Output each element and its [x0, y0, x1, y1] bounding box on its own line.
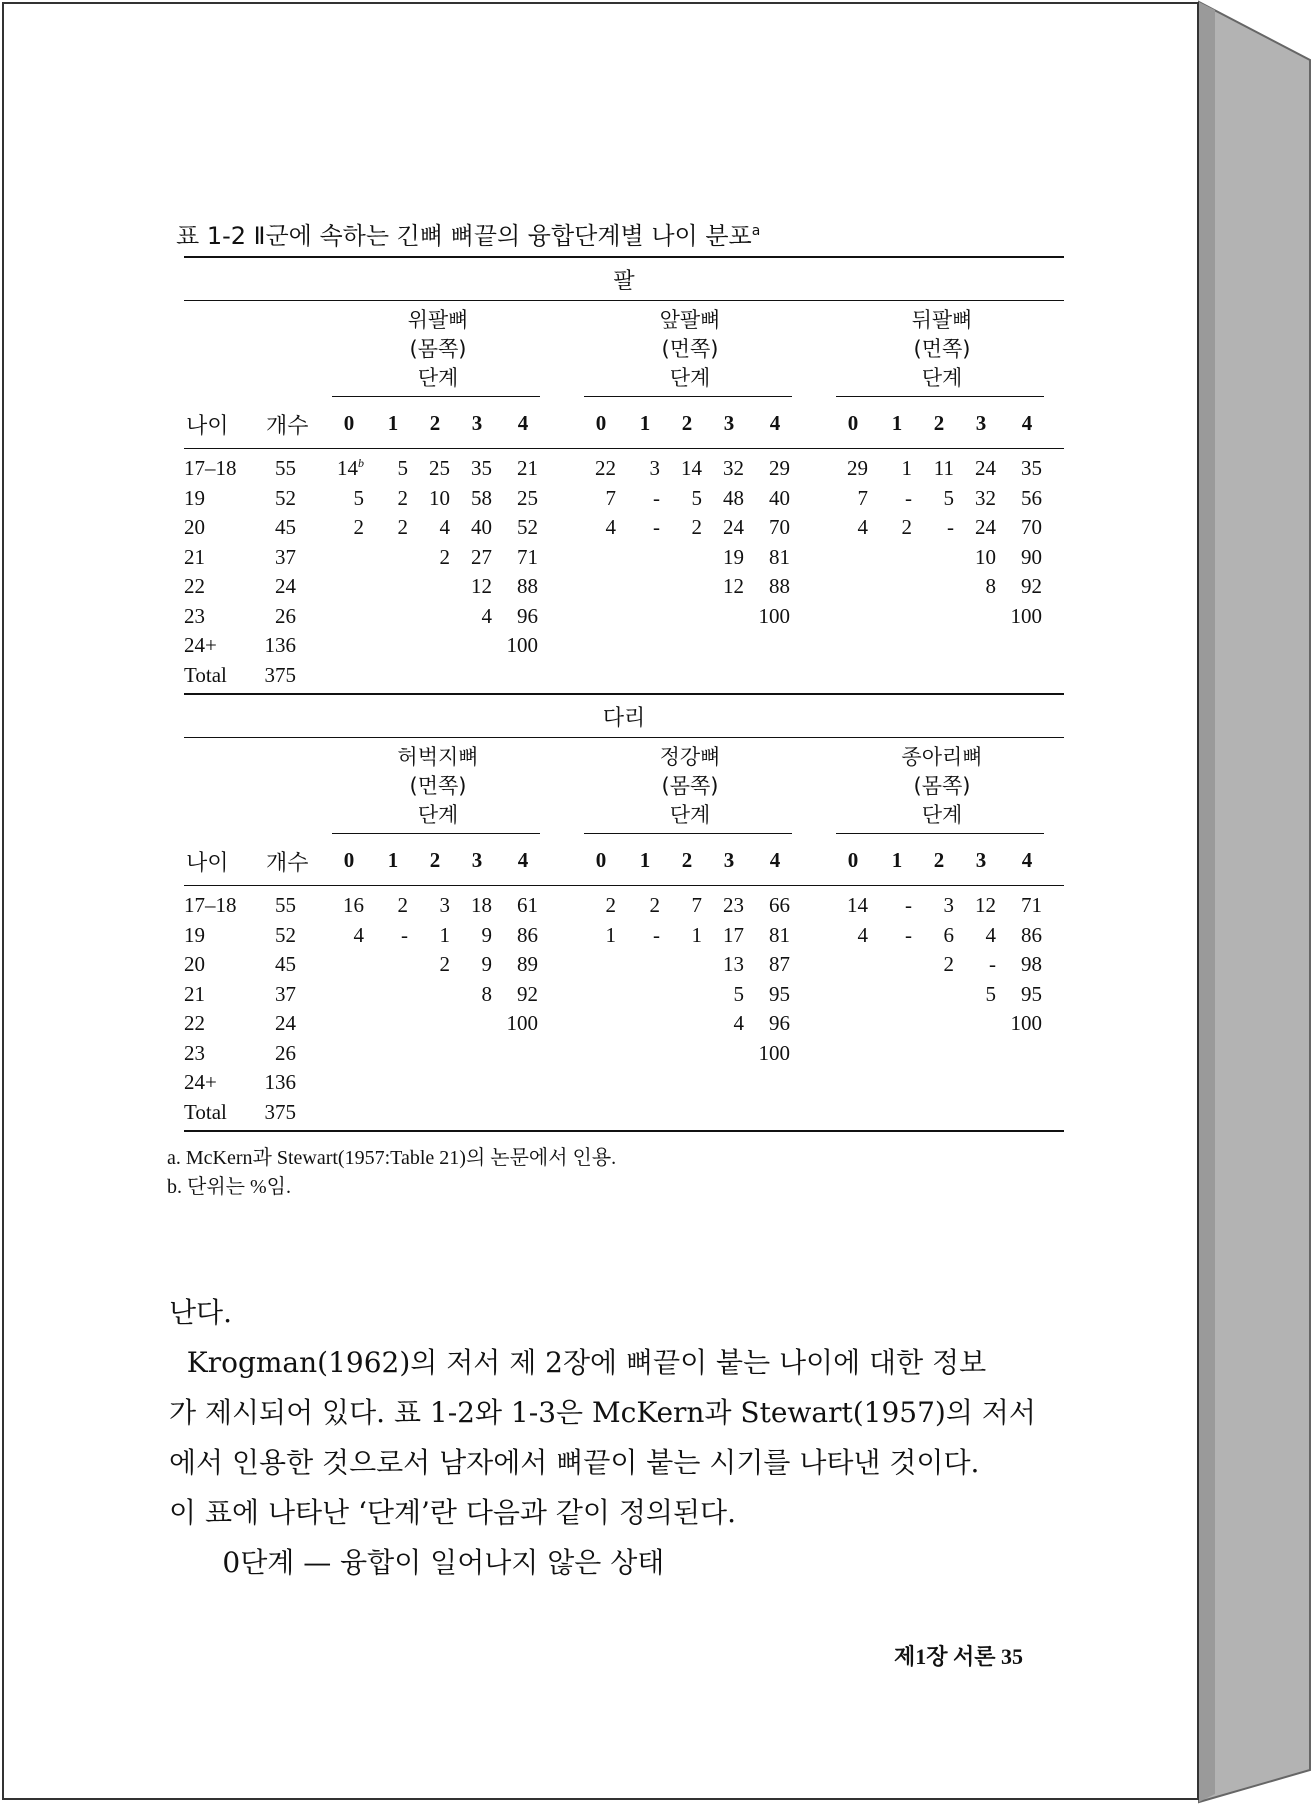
table-cell: 4 — [439, 515, 450, 539]
table-cell: 12 — [975, 893, 996, 917]
stage-header: 3 — [471, 848, 483, 872]
table-cell: 2 — [649, 893, 660, 917]
table-cell: 61 — [517, 893, 538, 917]
table-cell: 81 — [769, 544, 790, 569]
row-age: 20 — [184, 515, 205, 539]
table-cell: 4 — [481, 603, 492, 628]
bone-name: 정강뼈 — [659, 745, 721, 769]
stage-header: 3 — [471, 411, 483, 435]
table-cell: 8 — [481, 981, 492, 1006]
page-footer: 제1장 서론 35 — [894, 1644, 1024, 1669]
table-cell: 100 — [758, 603, 790, 628]
row-age: 24+ — [184, 633, 217, 657]
table-cell: 87 — [769, 952, 790, 976]
row-age: Total — [184, 662, 227, 687]
table-cell: 13 — [723, 952, 744, 976]
table-cell: 70 — [1021, 515, 1042, 539]
table-cell: 2 — [691, 515, 702, 539]
body-line: 에서 인용한 것으로서 남자에서 뼈끝이 붙는 시기를 나타낸 것이다. — [169, 1446, 980, 1479]
table-cell: 2 — [397, 485, 408, 510]
table-cell: 4 — [353, 922, 364, 947]
table-cell: 88 — [517, 574, 538, 598]
bone-name: 위팔뼈 — [407, 308, 469, 332]
table-cell: 95 — [1021, 981, 1042, 1006]
table-cell: 2 — [353, 515, 364, 539]
row-age: 23 — [184, 603, 205, 628]
table-cell: - — [905, 922, 912, 947]
row-age: 22 — [184, 1011, 205, 1035]
bone-side: (몸쪽) — [661, 774, 719, 798]
table-cell: 5 — [733, 981, 744, 1006]
table-cell: 40 — [471, 515, 492, 539]
table-cell: 2 — [439, 952, 450, 976]
row-count: 136 — [264, 633, 296, 657]
rule-section — [184, 300, 1064, 301]
table-cell: 4 — [857, 515, 868, 539]
table-cell: 100 — [758, 1040, 790, 1065]
table-cell: 86 — [1021, 922, 1042, 947]
row-age: 21 — [184, 981, 205, 1006]
table-cell: 4 — [733, 1011, 744, 1035]
table-cell: 12 — [471, 574, 492, 598]
leg-bone-header — [580, 743, 800, 830]
stage-header: 1 — [891, 411, 903, 435]
age-header: 나이 — [186, 851, 229, 876]
row-age: 19 — [184, 485, 205, 510]
stage-header: 1 — [639, 848, 651, 872]
bone-stage-label: 단계 — [669, 366, 711, 390]
table-cell: 4 — [985, 922, 996, 947]
body-line: Krogman(1962)의 저서 제 2장에 뼈끝이 붙는 나이에 대한 정보 — [169, 1346, 987, 1379]
row-count: 26 — [275, 603, 296, 628]
table-cell: 66 — [769, 893, 790, 917]
stage-header: 1 — [387, 411, 399, 435]
stage-header: 0 — [343, 848, 355, 872]
table-cell: - — [947, 515, 954, 539]
stage-header: 3 — [723, 848, 735, 872]
row-age: 19 — [184, 922, 205, 947]
stage-header: 2 — [681, 848, 693, 872]
note-a: a. McKern과 Stewart(1957:Table 21)의 논문에서 인용. — [167, 1147, 617, 1169]
stage-rule — [836, 396, 1044, 397]
bone-stage-label: 단계 — [921, 366, 963, 390]
table-cell: 2 — [605, 893, 616, 917]
table-cell: 5 — [985, 981, 996, 1006]
bone-name: 앞팔뼈 — [659, 308, 721, 332]
stage-header: 2 — [681, 411, 693, 435]
stage-header: 1 — [639, 411, 651, 435]
table-cell: 14 — [681, 456, 702, 480]
stage-header: 0 — [343, 411, 355, 435]
table-cell: 100 — [506, 633, 538, 657]
stage-rule — [836, 833, 1044, 834]
table-cell: 25 — [429, 456, 450, 480]
stage-header: 2 — [933, 848, 945, 872]
bone-name: 뒤팔뼈 — [911, 308, 973, 332]
row-count: 52 — [275, 485, 296, 510]
table-cell: 10 — [429, 485, 450, 510]
row-age: 17–18 — [184, 893, 237, 917]
rule-header — [184, 448, 1064, 449]
table-cell: 24 — [975, 515, 996, 539]
row-count: 45 — [275, 952, 296, 976]
table-cell: 5 — [691, 485, 702, 510]
stage-header: 2 — [429, 848, 441, 872]
row-count: 55 — [275, 893, 296, 917]
bone-side: (먼쪽) — [661, 337, 719, 361]
table-cell: 58 — [471, 485, 492, 510]
arm-bone-header — [832, 306, 1052, 393]
count-header: 개수 — [266, 414, 309, 439]
row-count: 375 — [264, 662, 296, 687]
row-count: 136 — [264, 1070, 296, 1094]
table-cell: 5 — [397, 456, 408, 480]
table-caption: 표 1-2 Ⅱ군에 속하는 긴뼈 뼈끝의 융합단계별 나이 분포$^a$ — [176, 222, 761, 250]
bone-side: (몸쪽) — [409, 337, 467, 361]
table-cell: 32 — [975, 485, 996, 510]
table-cell: 9 — [481, 922, 492, 947]
rule-section — [184, 737, 1064, 738]
stage-header: 1 — [387, 848, 399, 872]
table-cell: 27 — [471, 544, 492, 569]
table-cell: 96 — [517, 603, 538, 628]
bone-side: (먼쪽) — [913, 337, 971, 361]
bone-name: 종아리뼈 — [901, 745, 983, 769]
stage-header: 0 — [847, 848, 859, 872]
row-count: 55 — [275, 456, 296, 480]
row-age: 23 — [184, 1040, 205, 1065]
table-cell: 100 — [1010, 603, 1042, 628]
table-cell: 2 — [397, 893, 408, 917]
table-cell: 14$^b$ — [337, 456, 364, 480]
arm-bone-header — [580, 306, 800, 393]
row-count: 37 — [275, 981, 296, 1006]
stage-header: 0 — [847, 411, 859, 435]
table-cell: 29 — [847, 456, 868, 480]
stage-rule — [584, 833, 792, 834]
table-notes — [167, 1144, 616, 1202]
body-line: 0단계 — 융합이 일어나지 않은 상태 — [169, 1546, 665, 1579]
table-cell: 19 — [723, 544, 744, 569]
row-count: 52 — [275, 922, 296, 947]
table-cell: 3 — [649, 456, 660, 480]
table-cell: 92 — [1021, 574, 1042, 598]
table-cell: 6 — [943, 922, 954, 947]
rule-top — [184, 693, 1064, 695]
table-cell: - — [989, 952, 996, 976]
row-count: 37 — [275, 544, 296, 569]
body-line: 가 제시되어 있다. 표 1-2와 1-3은 McKern과 Stewart(1957)의 저서 — [169, 1396, 1036, 1429]
leg-bone-header — [328, 743, 548, 830]
stage-header: 1 — [891, 848, 903, 872]
table-cell: 89 — [517, 952, 538, 976]
row-count: 26 — [275, 1040, 296, 1065]
table-cell: 10 — [975, 544, 996, 569]
note-b: b. 단위는 %임. — [167, 1176, 291, 1198]
stage-header: 4 — [517, 848, 529, 872]
table-cell: 23 — [723, 893, 744, 917]
stage-rule — [332, 833, 540, 834]
footnote-marker: b — [358, 456, 364, 470]
age-header: 나이 — [186, 414, 229, 439]
stage-header: 0 — [595, 411, 607, 435]
row-count: 24 — [275, 574, 296, 598]
table-cell: 95 — [769, 981, 790, 1006]
table-cell: 17 — [723, 922, 744, 947]
table-cell: 7 — [857, 485, 868, 510]
bone-stage-label: 단계 — [921, 803, 963, 827]
table-cell: 29 — [769, 456, 790, 480]
table-cell: 22 — [595, 456, 616, 480]
table-cell: 100 — [1010, 1011, 1042, 1035]
table-cell: 35 — [1021, 456, 1042, 480]
arm-bone-header — [328, 306, 548, 393]
stage-header: 2 — [933, 411, 945, 435]
table-cell: 25 — [517, 485, 538, 510]
table-cell: 11 — [933, 456, 954, 480]
leg-bone-header — [832, 743, 1052, 830]
table-cell: 7 — [605, 485, 616, 510]
leg-section-title: 다리 — [602, 706, 646, 731]
bone-side: (몸쪽) — [913, 774, 971, 798]
body-line: 난다. — [169, 1296, 232, 1329]
table-cell: 86 — [517, 922, 538, 947]
table-cell: - — [653, 515, 660, 539]
stage-header: 3 — [975, 411, 987, 435]
bone-stage-label: 단계 — [417, 803, 459, 827]
table-cell: 2 — [901, 515, 912, 539]
stage-header: 4 — [1021, 411, 1033, 435]
table-cell: 4 — [605, 515, 616, 539]
bone-stage-label: 단계 — [669, 803, 711, 827]
row-age: 21 — [184, 544, 205, 569]
stage-rule — [584, 396, 792, 397]
table-cell: 12 — [723, 574, 744, 598]
table-cell: 1 — [691, 922, 702, 947]
table-cell: 1 — [439, 922, 450, 947]
table-cell: - — [905, 893, 912, 917]
table-cell: 90 — [1021, 544, 1042, 569]
table-cell: 24 — [975, 456, 996, 480]
table-cell: 88 — [769, 574, 790, 598]
table-cell: 3 — [943, 893, 954, 917]
stage-header: 0 — [595, 848, 607, 872]
table-cell: 16 — [343, 893, 364, 917]
table-cell: 18 — [471, 893, 492, 917]
table-cell: 98 — [1021, 952, 1042, 976]
table-cell: 1 — [901, 456, 912, 480]
stage-header: 4 — [769, 411, 781, 435]
table-cell: 71 — [517, 544, 538, 569]
table-cell: 8 — [985, 574, 996, 598]
bone-side: (먼쪽) — [409, 774, 467, 798]
stage-header: 4 — [1021, 848, 1033, 872]
table-cell: - — [653, 485, 660, 510]
row-age: 20 — [184, 952, 205, 976]
stage-header: 4 — [769, 848, 781, 872]
table-cell: 1 — [605, 922, 616, 947]
table-cell: 100 — [506, 1011, 538, 1035]
table-cell: 40 — [769, 485, 790, 510]
stage-header: 4 — [517, 411, 529, 435]
table-cell: - — [905, 485, 912, 510]
rule-top — [184, 256, 1064, 258]
rule-header — [184, 885, 1064, 886]
table-cell: 5 — [353, 485, 364, 510]
table-cell: 52 — [517, 515, 538, 539]
table-cell: 35 — [471, 456, 492, 480]
row-count: 45 — [275, 515, 296, 539]
table-cell: - — [653, 922, 660, 947]
table-cell: 21 — [517, 456, 538, 480]
table-cell: 32 — [723, 456, 744, 480]
bone-stage-label: 단계 — [417, 366, 459, 390]
table-cell: 96 — [769, 1011, 790, 1035]
table-cell: 9 — [481, 952, 492, 976]
table-cell: 70 — [769, 515, 790, 539]
arm-section-title: 팔 — [613, 269, 635, 294]
book-page — [2, 2, 1199, 1800]
table-cell: 71 — [1021, 893, 1042, 917]
rule-bottom — [184, 1130, 1064, 1132]
stage-header: 2 — [429, 411, 441, 435]
table-cell: - — [401, 922, 408, 947]
table-cell: 2 — [439, 544, 450, 569]
row-age: 24+ — [184, 1070, 217, 1094]
table-cell: 7 — [691, 893, 702, 917]
body-line: 이 표에 나타난 ‘단계’란 다음과 같이 정의된다. — [169, 1496, 736, 1529]
bone-name: 허벅지뼈 — [397, 745, 479, 769]
row-count: 375 — [264, 1099, 296, 1124]
table-cell: 2 — [397, 515, 408, 539]
table-cell: 48 — [723, 485, 744, 510]
row-age: 22 — [184, 574, 205, 598]
stage-header: 3 — [975, 848, 987, 872]
table-cell: 5 — [943, 485, 954, 510]
stage-header: 3 — [723, 411, 735, 435]
table-cell: 56 — [1021, 485, 1042, 510]
table-cell: 92 — [517, 981, 538, 1006]
count-header: 개수 — [266, 851, 309, 876]
table-cell: 3 — [439, 893, 450, 917]
row-age: 17–18 — [184, 456, 237, 480]
table-cell: 4 — [857, 922, 868, 947]
table-cell: 24 — [723, 515, 744, 539]
stage-rule — [332, 396, 540, 397]
row-count: 24 — [275, 1011, 296, 1035]
table-cell: 2 — [943, 952, 954, 976]
row-age: Total — [184, 1099, 227, 1124]
table-cell: 81 — [769, 922, 790, 947]
table-cell: 14 — [847, 893, 868, 917]
